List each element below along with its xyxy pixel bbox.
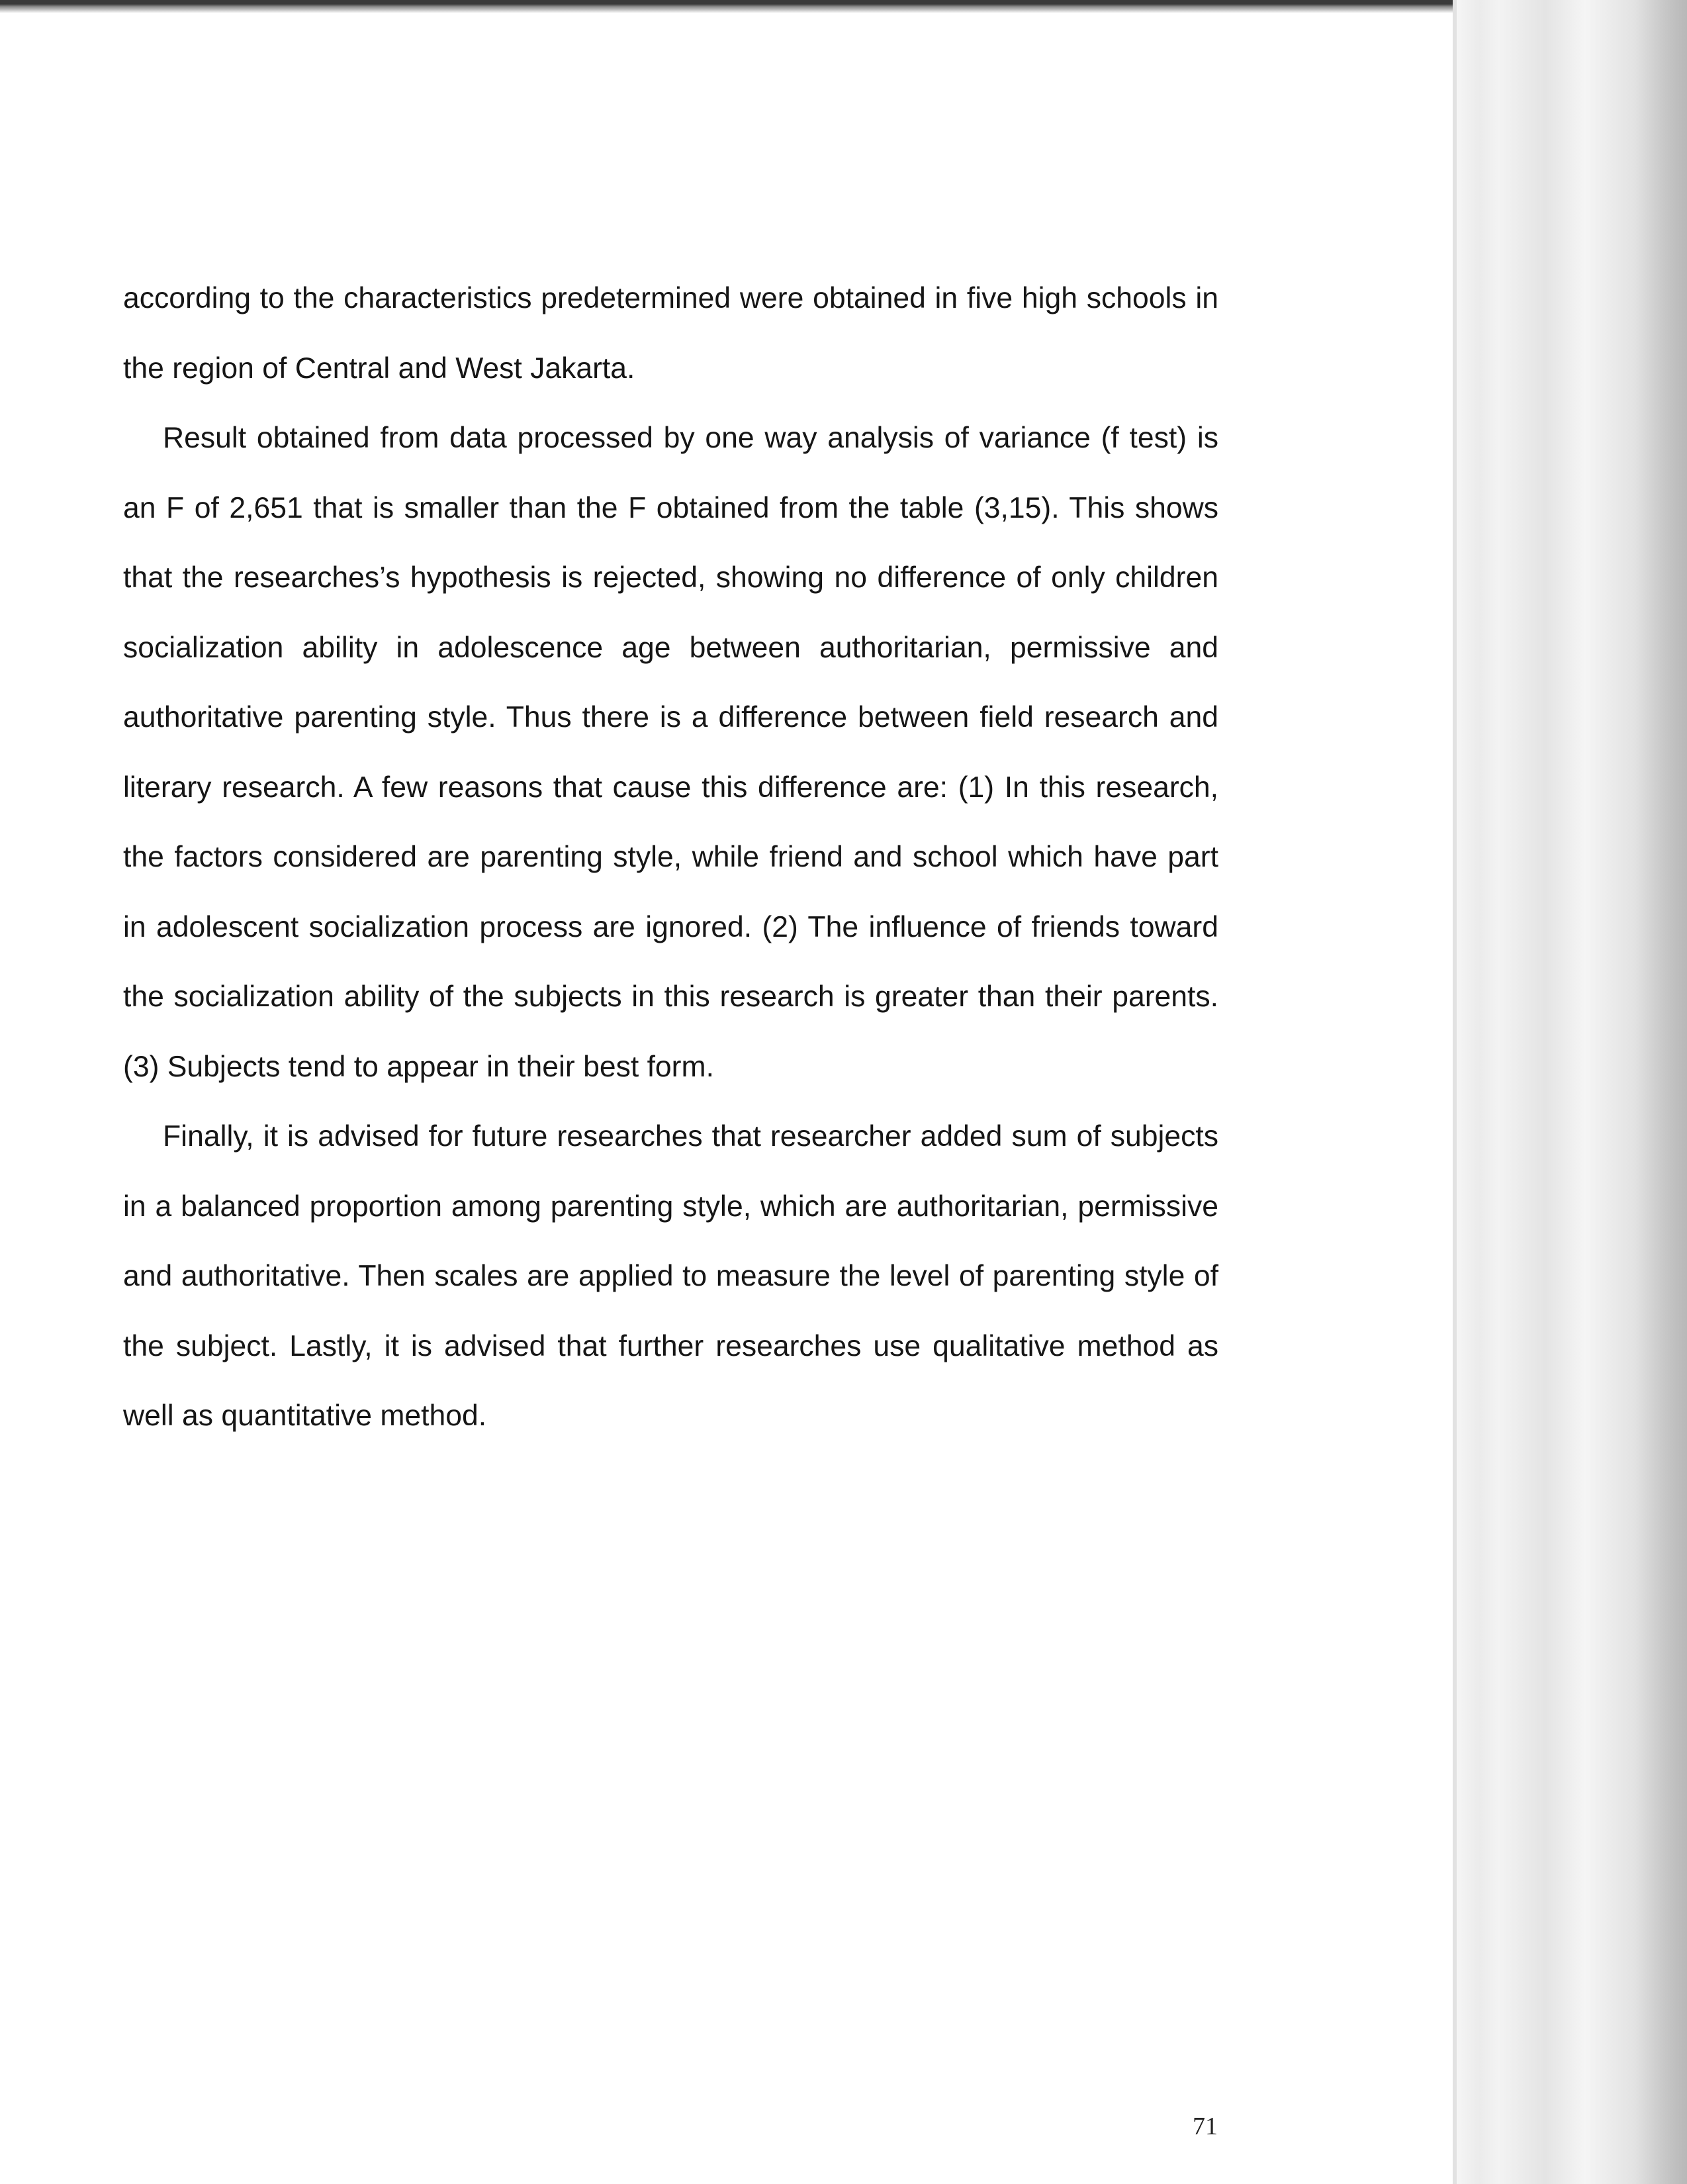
paragraph-recommendations: Finally, it is advised for future researches that researcher added sum of subjects in a balanced proportion among parenting style, which are authoritarian, permissive and authoritative. Then scales are applied to measure the level of parenting style of the subject. Lastly, it is advised that further researches use qualitative method as well as quantitative method. bbox=[123, 1120, 1218, 1432]
fold-shadow bbox=[1635, 0, 1687, 2184]
paragraph-results: Result obtained from data processed by one way analysis of variance (f test) is an F of 2,651 that is smaller than the F obtained from the table (3,15). This shows that the researches’s hypothesis is rejected, showing no difference of only children socialization ability in adolescence age between authoritarian, permissive and authoritative parenting style. Thus there is a difference between field research and literary research. A few reasons that cause this difference are: (1) In this research, the factors considered are parenting style, while friend and school which have part in adolescent socialization process are ignored. (2) The influence of friends toward the socialization ability of the subjects in this research is greater than their parents. (3) Subjects tend to appear in their best form. bbox=[123, 422, 1218, 1083]
scan-top-edge bbox=[0, 0, 1687, 13]
page-number: 71 bbox=[1193, 2113, 1218, 2140]
paragraph-continuation: according to the characteristics predetermined were obtained in five high schools in the region of Central and West Jakarta. bbox=[123, 282, 1218, 385]
fold-line bbox=[1453, 0, 1457, 2184]
body-text bbox=[123, 263, 1218, 1451]
